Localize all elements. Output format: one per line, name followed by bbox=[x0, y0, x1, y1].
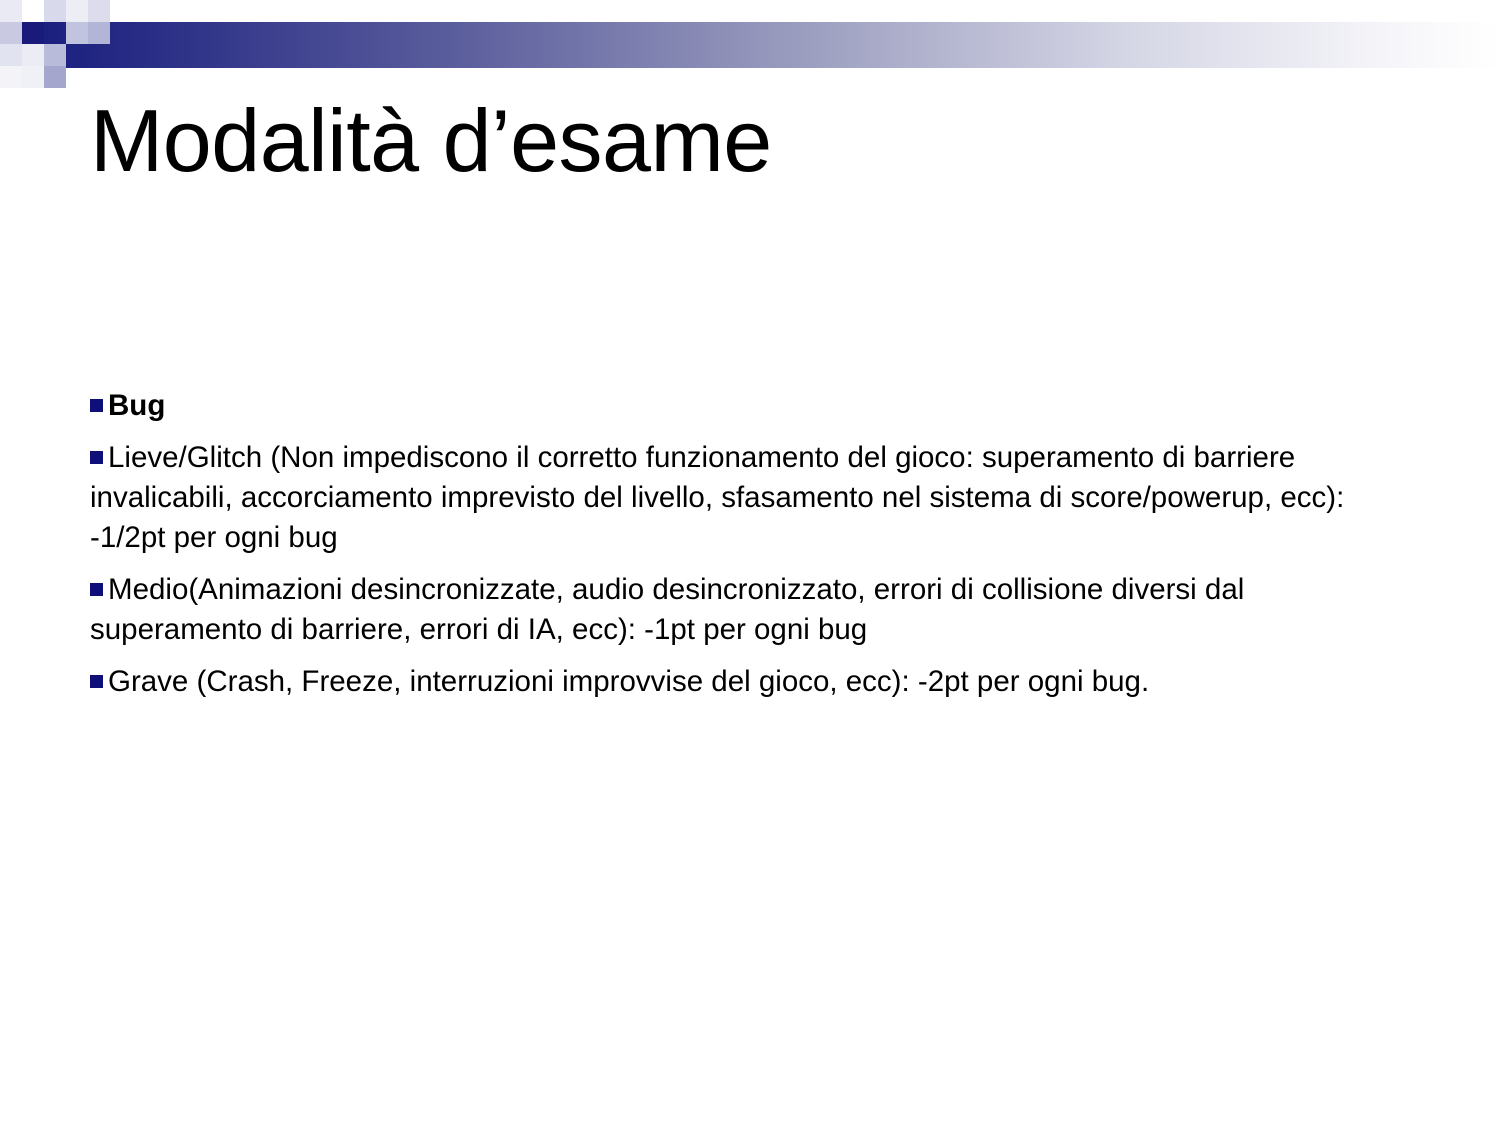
decorative-square bbox=[66, 0, 88, 22]
blue-square-bullet-icon bbox=[90, 675, 103, 688]
decorative-square bbox=[22, 44, 44, 66]
bullet-item-lieve bbox=[90, 438, 1410, 558]
decorative-square-dark bbox=[22, 22, 44, 44]
bullet-item-text: Bug bbox=[108, 389, 166, 422]
decorative-square bbox=[0, 0, 22, 22]
decorative-square bbox=[88, 0, 110, 22]
bullet-item-medio bbox=[90, 570, 1410, 650]
decorative-square bbox=[66, 22, 88, 44]
bullet-list bbox=[90, 386, 1410, 714]
decorative-square bbox=[0, 44, 22, 66]
bullet-item-text: Medio(Animazioni desincronizzate, audio desincronizzato, errori di collisione diversi dal superamento di barriere, errori di IA, ecc): -1pt per ogni bug bbox=[90, 573, 1245, 646]
decorative-square bbox=[44, 44, 66, 66]
decorative-square bbox=[0, 66, 22, 88]
header-gradient-band bbox=[44, 22, 1500, 68]
decorative-square bbox=[88, 22, 110, 44]
blue-square-bullet-icon bbox=[90, 399, 103, 412]
decorative-square bbox=[22, 66, 44, 88]
bullet-item-grave bbox=[90, 662, 1410, 702]
decorative-square bbox=[44, 66, 66, 88]
blue-square-bullet-icon bbox=[90, 583, 103, 596]
blue-square-bullet-icon bbox=[90, 451, 103, 464]
bullet-item-text: Grave (Crash, Freeze, interruzioni improvvise del gioco, ecc): -2pt per ogni bug. bbox=[108, 665, 1150, 698]
bullet-item-text: Lieve/Glitch (Non impediscono il corretto funzionamento del gioco: superamento di barriere invalicabili, accorciamento imprevisto del livello, sfasamento nel sistema di score/powerup, ecc): -1/2pt per ogni bug bbox=[90, 441, 1345, 554]
decorative-square bbox=[44, 0, 66, 22]
bullet-item-bug bbox=[90, 386, 1410, 426]
decorative-square bbox=[0, 22, 22, 44]
slide-title: Modalità d’esame bbox=[90, 91, 772, 190]
